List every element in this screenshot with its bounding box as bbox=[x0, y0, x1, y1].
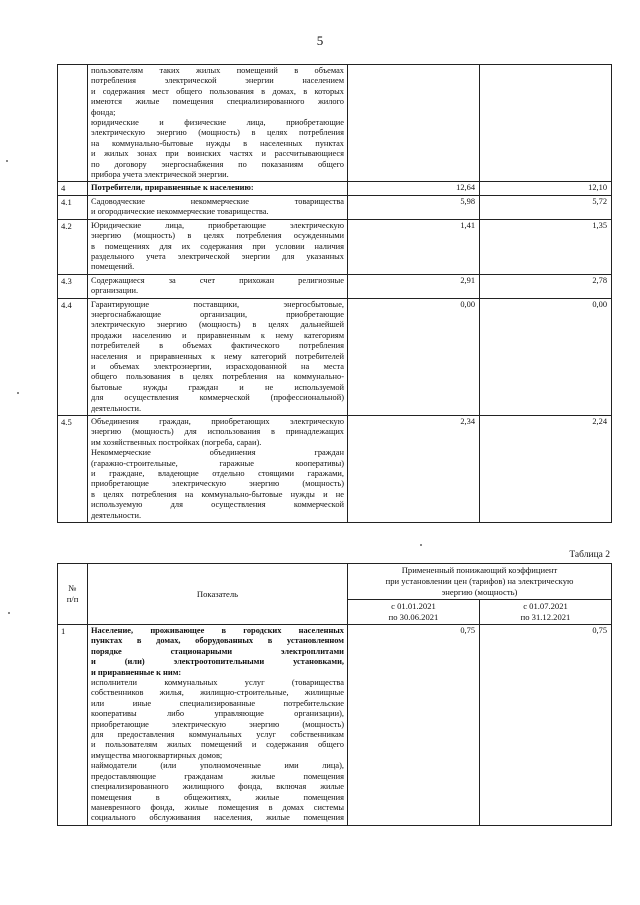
table-row bbox=[58, 298, 612, 415]
page-number: 5 bbox=[316, 33, 324, 48]
text-line: электрическую энергию (мощность) в целях дальнейшей bbox=[91, 320, 344, 330]
text-line: и (или) электроотопительными установками, bbox=[91, 657, 344, 667]
text-line: населения и приравненных к нему категорий потребителей bbox=[91, 351, 344, 361]
scan-speck bbox=[6, 160, 8, 162]
row-value-period-2: 1,35 bbox=[480, 219, 612, 274]
row-value-period-2: 2,24 bbox=[480, 416, 612, 523]
table-row bbox=[58, 416, 612, 523]
text-line: общего пользования в целях потребления на коммунально- bbox=[91, 372, 344, 382]
text-line: и граждане, владеющие отдельно стоящими гаражами, bbox=[91, 469, 344, 479]
row-description bbox=[88, 195, 348, 219]
text-line: Юридические лица, приобретающие электрическую bbox=[91, 220, 344, 230]
text-line: на коммунально-бытовые нужды в населенных пунктах bbox=[91, 138, 344, 148]
table-row bbox=[58, 195, 612, 219]
row-value-period-2 bbox=[480, 65, 612, 182]
table-row bbox=[58, 65, 612, 182]
row-number: 4.3 bbox=[58, 274, 88, 298]
row-value-period-1: 1,41 bbox=[348, 219, 480, 274]
text-line: раздельного учета электрической энергии для указанных bbox=[91, 251, 344, 261]
text-line: помещения в общежитиях, жилые помещения bbox=[91, 792, 344, 802]
text-line: Некоммерческие объединения граждан bbox=[91, 448, 344, 458]
header-indicator: Показатель bbox=[88, 564, 348, 625]
row-value-period-2: 0,00 bbox=[480, 298, 612, 415]
text-line: и содержания мест общего пользования в домах, в которых bbox=[91, 86, 344, 96]
text-line: маневренного фонда, жилые помещения в домах системы bbox=[91, 802, 344, 812]
row-number: 4.5 bbox=[58, 416, 88, 523]
tariff-table-2 bbox=[57, 563, 612, 826]
text-line: продажи населению и приравненным к нему категориям bbox=[91, 330, 344, 340]
text-line: бытовые нужды граждан и не используемой bbox=[91, 382, 344, 392]
header-period-1: с 01.01.2021 по 30.06.2021 bbox=[348, 600, 480, 625]
text-line: в целях потребления на коммунально-бытовые нужды и не bbox=[91, 489, 344, 499]
text-line: используемую для осуществления коммерческой bbox=[91, 500, 344, 510]
text-line: имущества многоквартирных домов; bbox=[91, 750, 223, 760]
scan-speck bbox=[420, 544, 422, 546]
text-line: специализированного жилищного фонда, включая жилые bbox=[91, 782, 344, 792]
row-description bbox=[88, 416, 348, 523]
text-line: и объемах электроэнергии, израсходованной на места bbox=[91, 361, 344, 371]
row-number bbox=[58, 65, 88, 182]
row-number: 4.2 bbox=[58, 219, 88, 274]
row-value-period-1: 5,98 bbox=[348, 195, 480, 219]
table-row bbox=[58, 182, 612, 195]
text-line: прибора учета электрической энергии. bbox=[91, 170, 229, 180]
row-value-period-1: 0,00 bbox=[348, 298, 480, 415]
table-row bbox=[58, 625, 612, 826]
text-line: порядке стационарными электроплитами bbox=[91, 646, 344, 656]
text-line: Население, проживающее в городских населенных bbox=[91, 626, 344, 635]
row-value-period-2: 12,10 bbox=[480, 182, 612, 195]
text-line: Содержащиеся за счет прихожан религиозные bbox=[91, 275, 344, 285]
text-line: помещений. bbox=[91, 262, 135, 272]
text-line: в помещениях для их содержания при условии наличия bbox=[91, 241, 344, 251]
row-number: 4.4 bbox=[58, 298, 88, 415]
text-line: социального обслуживания населения, жилые помещения bbox=[91, 813, 344, 823]
text-line: деятельности. bbox=[91, 510, 142, 520]
text-line: Гарантирующие поставщики, энергосбытовые, bbox=[91, 299, 344, 309]
text-line: приобретающие электрическую энергию (мощность) bbox=[91, 479, 344, 489]
text-line: имеются жилые помещения специализированного жилого bbox=[91, 97, 344, 107]
header-coefficient: Примененный понижающий коэффициент при установлении цен (тарифов) на электрическую энергию (мощность) bbox=[348, 564, 612, 600]
text-line: им хозяйственных постройках (погреба, сараи). bbox=[91, 437, 262, 447]
scan-speck bbox=[8, 612, 10, 614]
row-number: 4.1 bbox=[58, 195, 88, 219]
row-description bbox=[88, 274, 348, 298]
row-description bbox=[88, 182, 348, 195]
text-line: Объединения граждан, приобретающих электрическую bbox=[91, 417, 344, 426]
header-number: № п/п bbox=[58, 564, 88, 625]
row-value-period-1: 12,64 bbox=[348, 182, 480, 195]
text-line: (гаражно-строительные, гаражные кооперативы) bbox=[91, 458, 344, 468]
row-value-period-1: 2,91 bbox=[348, 274, 480, 298]
text-line: по договору энергоснабжения по показаниям общего bbox=[91, 159, 344, 169]
row-description bbox=[88, 65, 348, 182]
text-line: приобретающие электрическую энергию (мощность) bbox=[91, 719, 344, 729]
text-line: и пользователям жилых помещений и содержания общего bbox=[91, 740, 344, 750]
text-line: электрическую энергию (мощность) в целях потребления bbox=[91, 128, 344, 138]
text-line: и огороднические некоммерческие товарищества. bbox=[91, 207, 269, 217]
row-number: 1 bbox=[58, 625, 88, 826]
scan-speck bbox=[17, 392, 19, 394]
text-line: кооперативы либо управляющие организации), bbox=[91, 709, 344, 719]
table-row bbox=[58, 274, 612, 298]
tariff-table-1 bbox=[57, 64, 612, 523]
text-line: энергию (мощность) для использования в принадлежащих bbox=[91, 427, 344, 437]
text-line: пунктах в домах, оборудованных в установленном bbox=[91, 636, 344, 646]
text-line: предоставляющие гражданам жилые помещения bbox=[91, 771, 344, 781]
header-period-2: с 01.07.2021 по 31.12.2021 bbox=[480, 600, 612, 625]
row-number: 4 bbox=[58, 182, 88, 195]
text-line: фонда; bbox=[91, 107, 116, 117]
row-value-period-2: 2,78 bbox=[480, 274, 612, 298]
text-line: и приравненные к ним: bbox=[91, 667, 182, 677]
row-description bbox=[88, 298, 348, 415]
row-value-period-1: 2,34 bbox=[348, 416, 480, 523]
text-line: энергию (мощность) в целях потребления осужденными bbox=[91, 231, 344, 241]
text-line: пользователям таких жилых помещений в объемах bbox=[91, 66, 344, 75]
row-description bbox=[88, 219, 348, 274]
text-line: Садоводческие некоммерческие товарищества bbox=[91, 196, 344, 206]
row-value-period-2: 0,75 bbox=[480, 625, 612, 826]
text-line: и жилых зонах при воинских частях и рассчитывающиеся bbox=[91, 149, 344, 159]
text-line: наймодатели (или уполномоченные ими лица), bbox=[91, 761, 344, 771]
text-line: исполнители коммунальных услуг (товарищества bbox=[91, 678, 344, 688]
row-description bbox=[88, 625, 348, 826]
table-row bbox=[58, 219, 612, 274]
text-line: энергоснабжающие организации, приобретающие bbox=[91, 309, 344, 319]
row-value-period-1: 0,75 bbox=[348, 625, 480, 826]
text-line: собственников жилья, жилищно-строительные, жилищные bbox=[91, 688, 344, 698]
text-line: Потребители, приравненные к населению: bbox=[91, 183, 254, 193]
text-line: потребления электрической энергии населением bbox=[91, 76, 344, 86]
text-line: для предоставления коммунальных услуг собственникам bbox=[91, 730, 344, 740]
row-value-period-2: 5,72 bbox=[480, 195, 612, 219]
text-line: юридические и физические лица, приобретающие bbox=[91, 118, 344, 128]
table-caption: Таблица 2 bbox=[569, 550, 610, 560]
row-value-period-1 bbox=[348, 65, 480, 182]
text-line: потребителей в объемах фактического потребления bbox=[91, 341, 344, 351]
text-line: для осуществления коммерческой (профессиональной) bbox=[91, 393, 344, 403]
text-line: или иные специализированные потребительские bbox=[91, 698, 344, 708]
text-line: организации. bbox=[91, 286, 139, 296]
text-line: деятельности. bbox=[91, 403, 142, 413]
